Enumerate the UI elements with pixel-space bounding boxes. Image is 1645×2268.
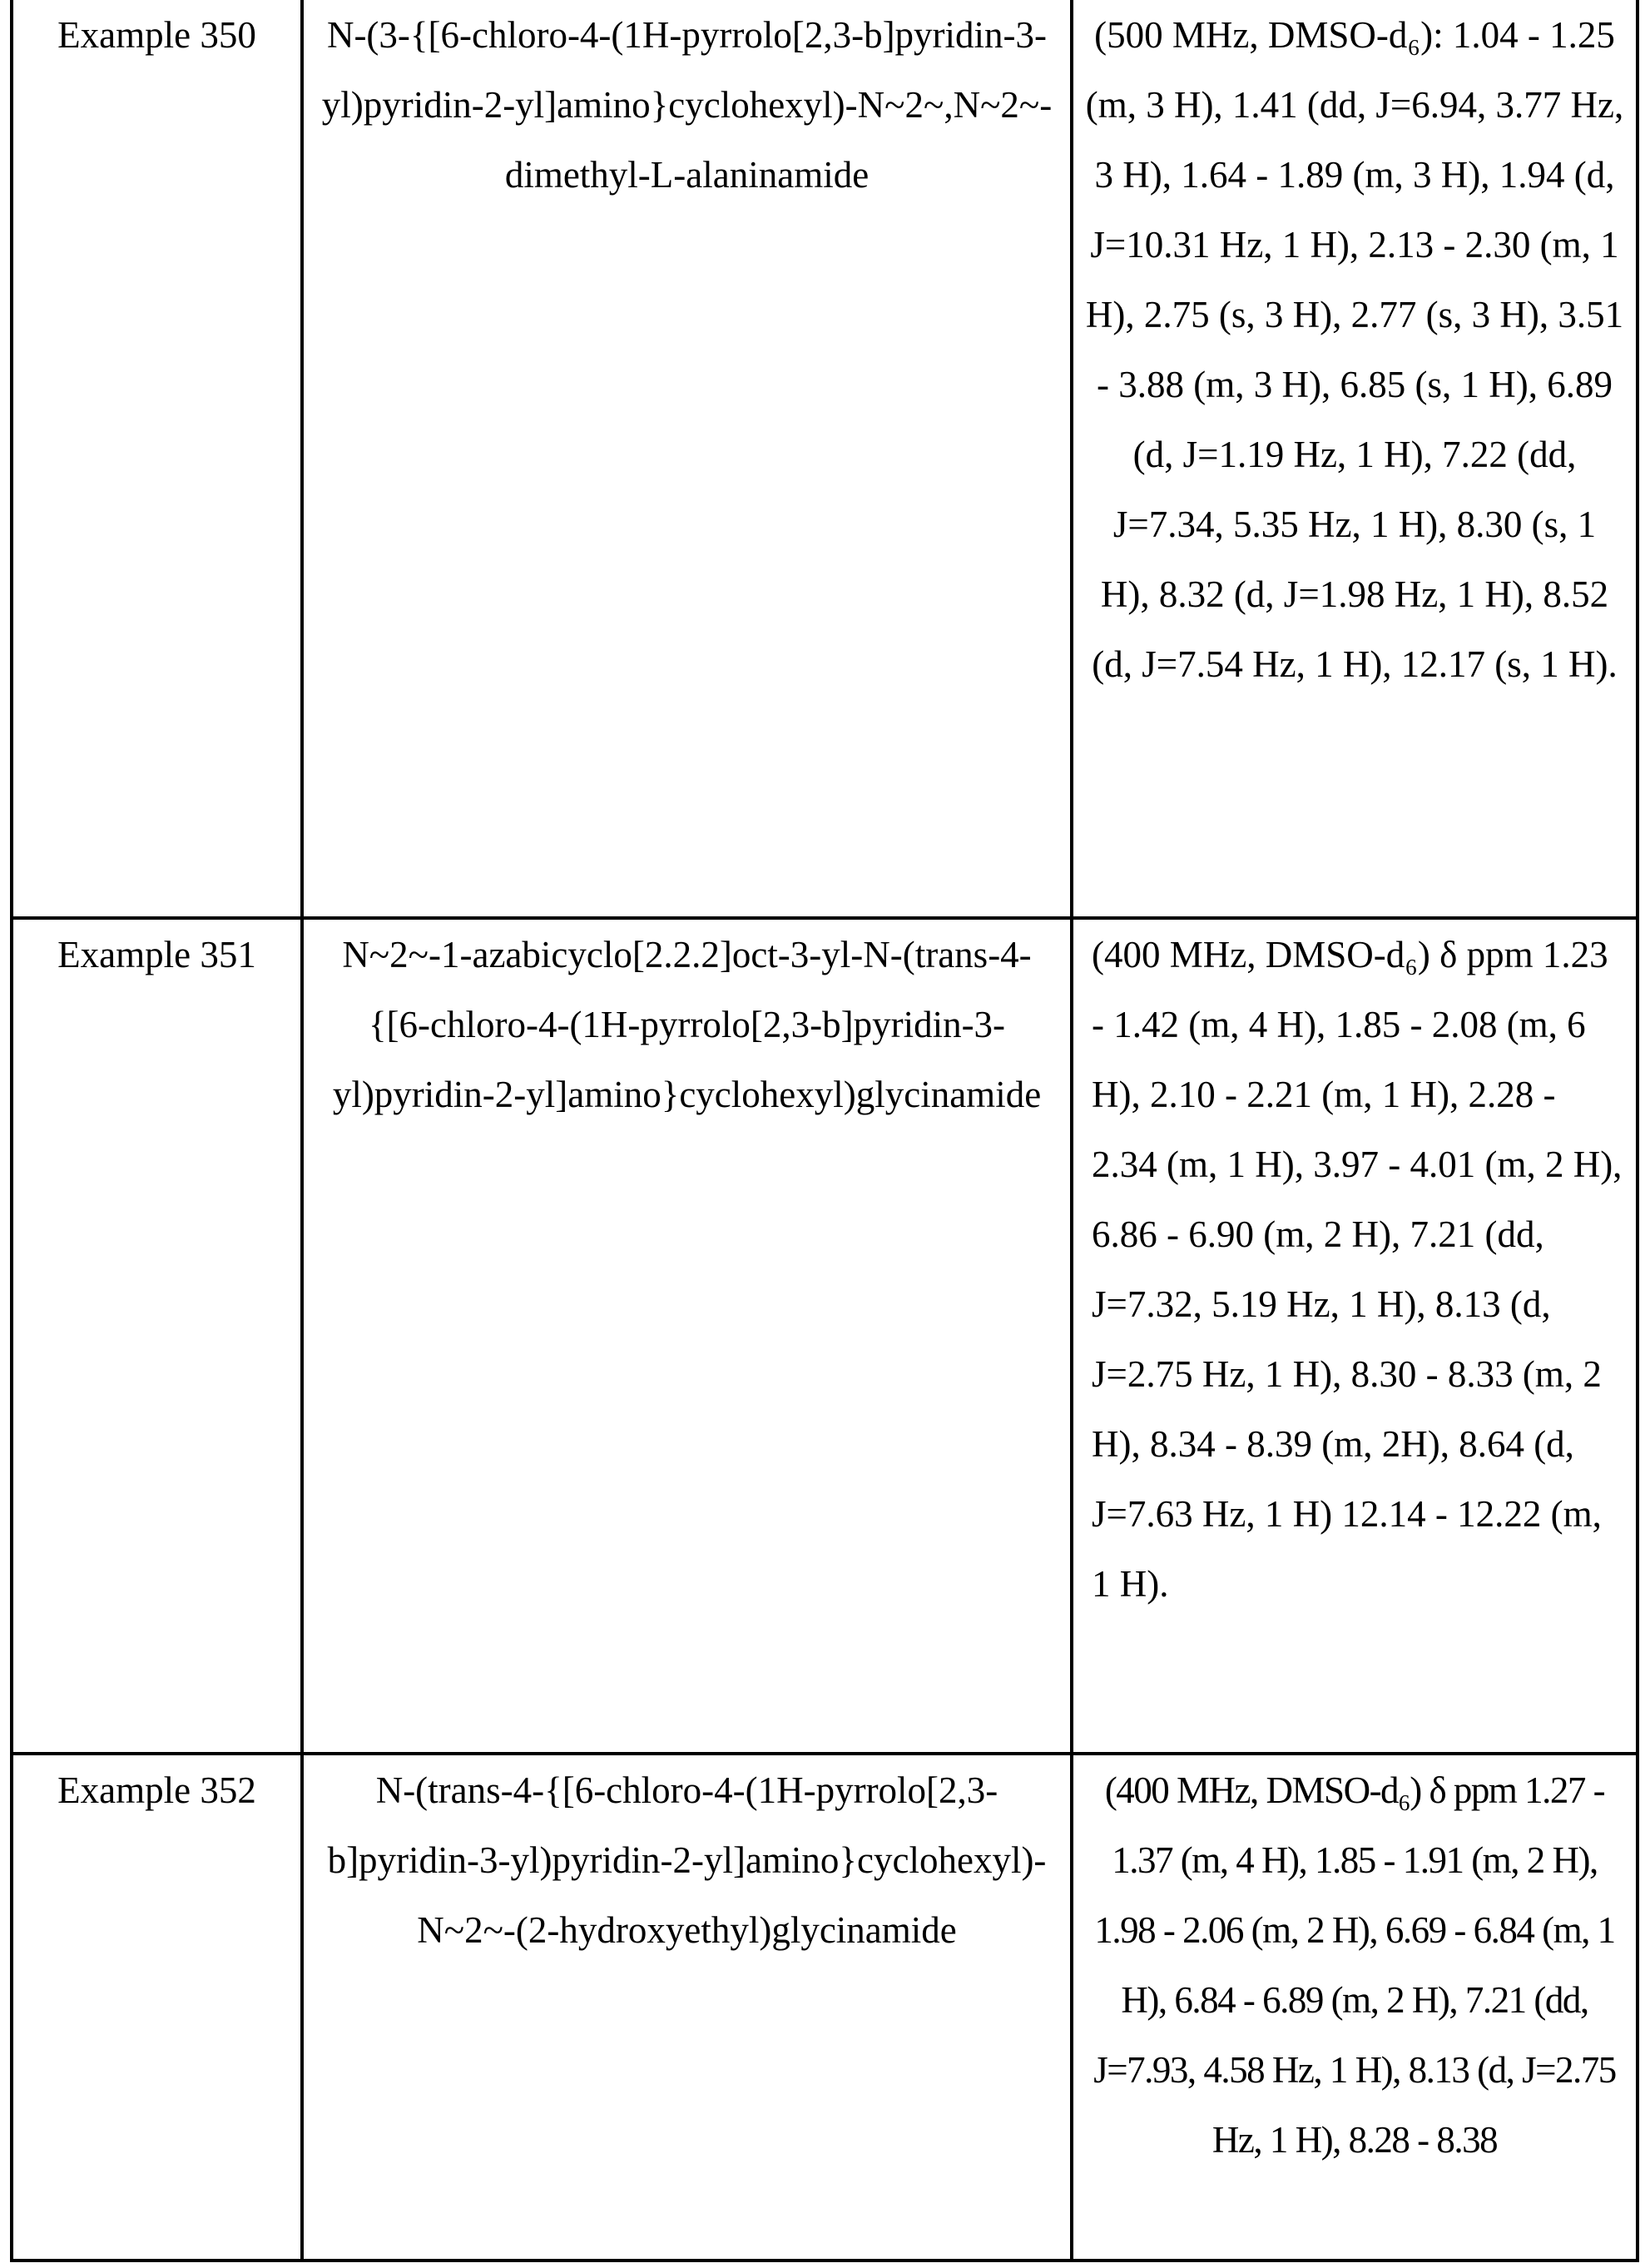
nmr-data: (400 MHz, DMSO-d₆) δ ppm 1.23 - 1.42 (m, 4 H), 1.85 - 2.08 (m, 6 H), 2.10 - 2.21 (m, 1 H), 2.28 - 2.34 (m, 1 H), 3.97 - 4.01 (m, 2 H), 6.86 - 6.90 (m, 2 H), 7.21 (dd, J=7.32, 5.19 Hz, 1 H), 8.13 (d, J=2.75 Hz, 1 H), 8.30 - 8.33 (m, 2 H), 8.34 - 8.39 (m, 2H), 8.64 (d, J=7.63 Hz, 1 H) 12.14 - 12.22 (m, 1 H). — [1072, 918, 1638, 1754]
example-label: Example 350 — [12, 0, 302, 918]
examples-table — [10, 0, 1639, 2262]
example-label: Example 352 — [12, 1754, 302, 2261]
table-row — [12, 0, 1638, 918]
compound-name: N~2~-1-azabicyclo[2.2.2]oct-3-yl-N-(trans-4-{[6-chloro-4-(1H-pyrrolo[2,3-b]pyridin-3-yl)pyridin-2-yl]amino}cyclohexyl)glycinamide — [302, 918, 1072, 1754]
nmr-data: (400 MHz, DMSO-d₆) δ ppm 1.27 - 1.37 (m, 4 H), 1.85 - 1.91 (m, 2 H), 1.98 - 2.06 (m, 2 H), 6.69 - 6.84 (m, 1 H), 6.84 - 6.89 (m, 2 H), 7.21 (dd, J=7.93, 4.58 Hz, 1 H), 8.13 (d, J=2.75 Hz, 1 H), 8.28 - 8.38 — [1072, 1754, 1638, 2261]
table-row — [12, 1754, 1638, 2261]
compound-name: N-(trans-4-{[6-chloro-4-(1H-pyrrolo[2,3-b]pyridin-3-yl)pyridin-2-yl]amino}cyclohexyl)-N~2~-(2-hydroxyethyl)glycinamide — [302, 1754, 1072, 2261]
table-row — [12, 918, 1638, 1754]
example-label: Example 351 — [12, 918, 302, 1754]
compound-name: N-(3-{[6-chloro-4-(1H-pyrrolo[2,3-b]pyridin-3-yl)pyridin-2-yl]amino}cyclohexyl)-N~2~,N~2~-dimethyl-L-alaninamide — [302, 0, 1072, 918]
nmr-data: (500 MHz, DMSO-d₆): 1.04 - 1.25 (m, 3 H), 1.41 (dd, J=6.94, 3.77 Hz, 3 H), 1.64 - 1.89 (m, 3 H), 1.94 (d, J=10.31 Hz, 1 H), 2.13 - 2.30 (m, 1 H), 2.75 (s, 3 H), 2.77 (s, 3 H), 3.51 - 3.88 (m, 3 H), 6.85 (s, 1 H), 6.89 (d, J=1.19 Hz, 1 H), 7.22 (dd, J=7.34, 5.35 Hz, 1 H), 8.30 (s, 1 H), 8.32 (d, J=1.98 Hz, 1 H), 8.52 (d, J=7.54 Hz, 1 H), 12.17 (s, 1 H). — [1072, 0, 1638, 918]
